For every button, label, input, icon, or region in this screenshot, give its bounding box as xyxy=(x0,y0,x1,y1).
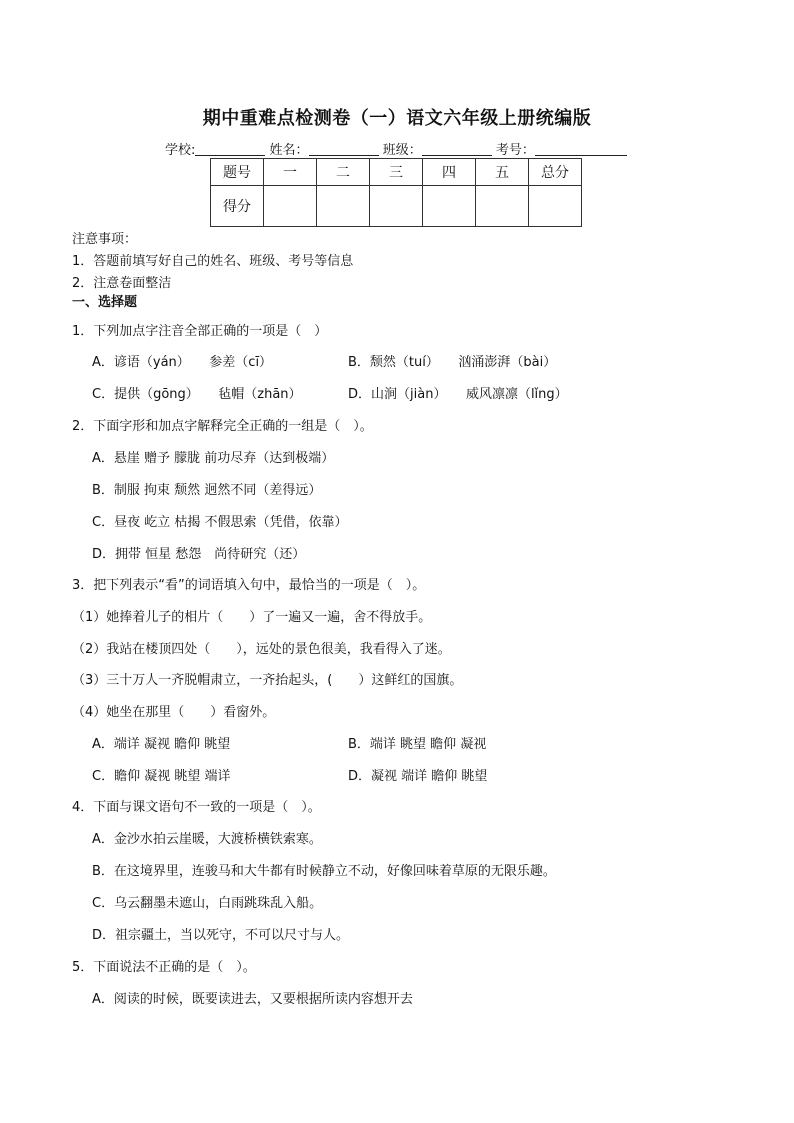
score-header-cell: 五 xyxy=(476,159,529,186)
option-a[interactable]: A．金沙水拍云崖暖，大渡桥横铁索寒。 xyxy=(92,832,322,847)
question-stem: 1．下列加点字注音全部正确的一项是（ ） xyxy=(72,324,328,339)
name-blank[interactable] xyxy=(309,142,379,156)
option-c[interactable]: C．昼夜 屹立 枯揭 不假思索（凭借，依靠） xyxy=(92,515,348,530)
notes-title: 注意事项： xyxy=(72,232,138,247)
sub-sentence: （2）我站在楼顶四处（ ），远处的景色很美，我看得入了迷。 xyxy=(72,642,451,657)
score-header-cell: 一 xyxy=(264,159,317,186)
option-a[interactable]: A．悬崖 赠予 朦胧 前功尽弃（达到极端） xyxy=(92,451,335,466)
score-table-score-row xyxy=(211,186,582,227)
option-c[interactable]: C．乌云翻墨未遮山，白雨跳珠乱入船。 xyxy=(92,896,323,911)
class-blank[interactable] xyxy=(422,142,492,156)
notes-block xyxy=(72,229,353,295)
school-label: 学校: xyxy=(165,143,196,158)
score-cell[interactable] xyxy=(317,186,370,227)
notes-item: 1．答题前填写好自己的姓名、班级、考号等信息 xyxy=(72,254,354,269)
score-cell[interactable] xyxy=(529,186,582,227)
page-title: 期中重难点检测卷（一）语文六年级上册统编版 xyxy=(202,108,592,129)
option-b[interactable]: B．制服 拘束 颓然 迥然不同（差得远） xyxy=(92,483,322,498)
question-stem: 4．下面与课文语句不一致的一项是（ ）。 xyxy=(72,800,321,815)
option-d[interactable]: D．凝视 端详 瞻仰 眺望 xyxy=(348,769,488,784)
question-stem: 3．把下列表示“看”的词语填入句中，最恰当的一项是（ ）。 xyxy=(72,578,426,593)
score-table-header-row xyxy=(211,159,582,186)
question-stem: 2．下面字形和加点字解释完全正确的一组是（ ）。 xyxy=(72,419,373,434)
option-b[interactable]: B．颓然（tuí） 汹涌澎湃（bài） xyxy=(348,355,557,370)
option-d[interactable]: D．山涧（jiàn） 威风凛凛（lǐng） xyxy=(348,387,568,402)
section-heading: 一、选择题 xyxy=(72,295,138,310)
score-cell[interactable] xyxy=(423,186,476,227)
option-b[interactable]: B．端详 眺望 瞻仰 凝视 xyxy=(348,737,487,752)
exam-no-label: 考号： xyxy=(495,143,535,158)
sub-sentence: （1）她捧着儿子的相片（ ）了一遍又一遍，舍不得放手。 xyxy=(72,610,432,625)
score-cell[interactable] xyxy=(476,186,529,227)
option-d[interactable]: D．拥带 恒星 愁怨 尚待研究（还） xyxy=(92,547,306,562)
score-cell[interactable] xyxy=(370,186,423,227)
option-a[interactable]: A．端详 凝视 瞻仰 眺望 xyxy=(92,737,231,752)
option-a[interactable]: A．阅读的时候，既要读进去，又要根据所读内容想开去 xyxy=(92,992,413,1007)
option-c[interactable]: C．提供（gōng） 毡帽（zhān） xyxy=(92,387,302,402)
score-table xyxy=(210,158,582,227)
name-label: 姓名： xyxy=(269,143,309,158)
exam-no-blank[interactable] xyxy=(535,142,627,156)
score-row-label: 得分 xyxy=(211,186,264,227)
class-label: 班级： xyxy=(382,143,422,158)
option-c[interactable]: C．瞻仰 凝视 眺望 端详 xyxy=(92,769,231,784)
notes-item: 2．注意卷面整洁 xyxy=(72,276,172,291)
option-d[interactable]: D．祖宗疆土，当以死守，不可以尺寸与人。 xyxy=(92,928,350,943)
score-header-cell: 总分 xyxy=(529,159,582,186)
school-blank[interactable] xyxy=(195,142,265,156)
score-header-cell: 三 xyxy=(370,159,423,186)
option-b[interactable]: B．在这境界里，连骏马和大牛都有时候静立不动，好像回味着草原的无限乐趣。 xyxy=(92,864,556,879)
score-header-cell: 二 xyxy=(317,159,370,186)
score-header-cell: 四 xyxy=(423,159,476,186)
option-a[interactable]: A．谚语（yán） 参差（cī） xyxy=(92,355,273,370)
sub-sentence: （4）她坐在那里（ ）看窗外。 xyxy=(72,705,276,720)
question-stem: 5．下面说法不正确的是（ ）。 xyxy=(72,960,256,975)
score-cell[interactable] xyxy=(264,186,317,227)
sub-sentence: （3）三十万人一齐脱帽肃立，一齐抬起头，( ）这鲜红的国旗。 xyxy=(72,673,463,688)
score-header-cell: 题号 xyxy=(211,159,264,186)
student-info-line xyxy=(165,139,627,158)
